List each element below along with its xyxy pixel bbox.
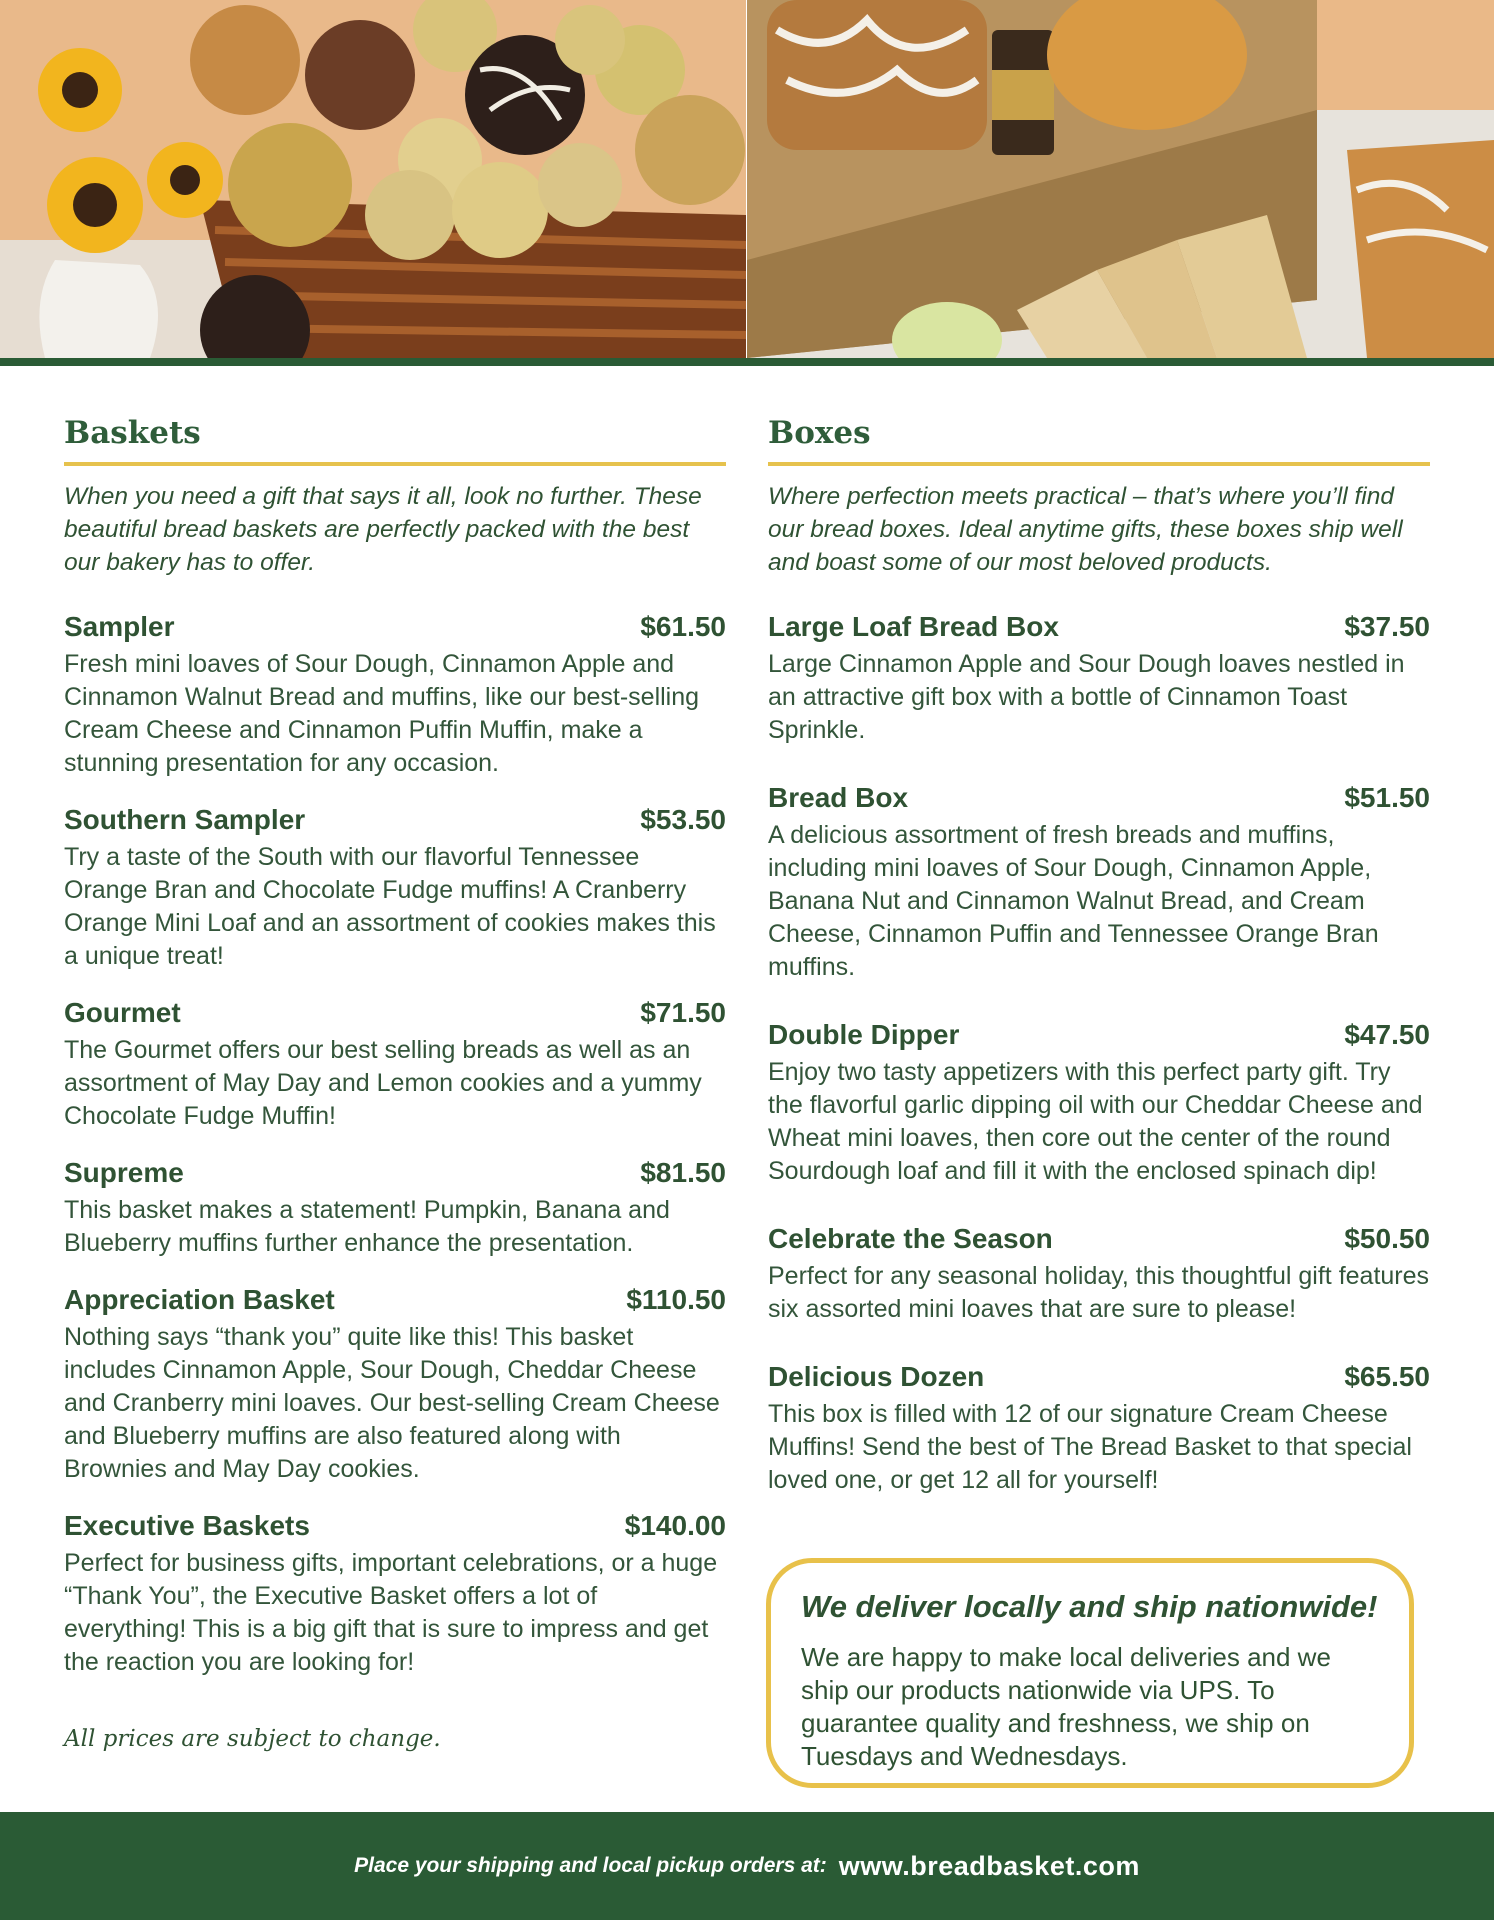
baskets-intro: When you need a gift that says it all, look no further. These beautiful bread baskets are perfectly packed with the best our bakery has to offer. xyxy=(64,483,702,576)
item-description: Large Cinnamon Apple and Sour Dough loaves nestled in an attractive gift box with a bottle of Cinnamon Toast Sprinkle. xyxy=(768,650,1405,744)
item-price: $81.50 xyxy=(640,1157,726,1188)
item-name: Executive Baskets xyxy=(64,1510,310,1541)
item-name: Gourmet xyxy=(64,997,181,1028)
item-description: Fresh mini loaves of Sour Dough, Cinnamon Apple and Cinnamon Walnut Bread and muffins, like our best-selling Cream Cheese and Cinnamon Puffin Muffin, make a stunning presentation for any occasion. xyxy=(64,650,700,777)
item-description: A delicious assortment of fresh breads and muffins, including mini loaves of Sour Dough, Cinnamon Apple, Banana Nut and Cinnamon Walnut Bread, and Cream Cheese, Cinnamon Puffin and Tennessee Orange Bran muffins. xyxy=(768,821,1379,981)
item-price: $51.50 xyxy=(1344,782,1430,813)
item-price: $50.50 xyxy=(1344,1223,1430,1254)
item-description: This box is filled with 12 of our signature Cream Cheese Muffins! Send the best of The Bread Basket to that special loved one, or get 12 all for yourself! xyxy=(768,1400,1412,1494)
item-name: Bread Box xyxy=(768,782,909,813)
item-name: Delicious Dozen xyxy=(768,1361,985,1392)
item-description: This basket makes a statement! Pumpkin, Banana and Blueberry muffins further enhance the presentation. xyxy=(64,1196,670,1257)
item-description: Try a taste of the South with our flavorful Tennessee Orange Bran and Chocolate Fudge muffins! A Cranberry Orange Mini Loaf and an assortment of cookies makes this a unique treat! xyxy=(64,843,716,970)
item-name: Sampler xyxy=(64,611,175,642)
boxes-section xyxy=(768,412,1430,1497)
item-price: $61.50 xyxy=(640,611,726,642)
footer-label: Place your shipping and local pickup orders at: xyxy=(354,1854,827,1877)
callout-title: We deliver locally and ship nationwide! xyxy=(801,1589,1378,1624)
item-name: Appreciation Basket xyxy=(64,1284,335,1315)
item-price: $37.50 xyxy=(1344,611,1430,642)
boxes-title: Boxes xyxy=(768,412,1430,466)
footer-banner xyxy=(0,1812,1494,1920)
basket-item xyxy=(64,607,726,780)
item-name: Double Dipper xyxy=(768,1019,960,1050)
item-name: Large Loaf Bread Box xyxy=(768,611,1059,642)
item-price: $65.50 xyxy=(1344,1361,1430,1392)
basket-item xyxy=(64,1506,726,1679)
item-price: $140.00 xyxy=(624,1510,726,1541)
item-name: Celebrate the Season xyxy=(768,1223,1053,1254)
bread-basket-photo xyxy=(0,0,746,358)
item-description: Nothing says “thank you” quite like this! This basket includes Cinnamon Apple, Sour Dough, Cheddar Cheese and Cranberry mini loaves. Our best-selling Cream Cheese and Blueberry muffins are also featured along with Brownies and May Day cookies. xyxy=(64,1323,720,1483)
delivery-callout xyxy=(766,1558,1414,1788)
box-item xyxy=(768,1357,1430,1497)
item-price: $110.50 xyxy=(626,1284,726,1315)
basket-item xyxy=(64,993,726,1133)
item-price: $47.50 xyxy=(1344,1019,1430,1050)
basket-item xyxy=(64,1153,726,1260)
box-item xyxy=(768,1219,1430,1326)
item-name: Supreme xyxy=(64,1157,184,1188)
box-item xyxy=(768,1015,1430,1188)
baskets-section xyxy=(64,412,726,1679)
item-price: $53.50 xyxy=(640,804,726,835)
item-description: Perfect for business gifts, important celebrations, or a huge “Thank You”, the Executive Basket offers a lot of everything! This is a big gift that is sure to impress and get the reaction you are looking for! xyxy=(64,1549,718,1676)
item-description: The Gourmet offers our best selling breads as well as an assortment of May Day and Lemon cookies and a yummy Chocolate Fudge Muffin! xyxy=(64,1036,702,1130)
hero-banner xyxy=(0,0,1494,358)
box-item xyxy=(768,607,1430,747)
boxes-intro: Where perfection meets practical – that’s where you’ll find our bread boxes. Ideal anytime gifts, these boxes ship well and boast some of our most beloved products. xyxy=(768,483,1403,576)
basket-item xyxy=(64,800,726,973)
callout-body: We are happy to make local deliveries and we ship our products nationwide via UPS. To guarantee quality and freshness, we ship on Tuesdays and Wednesdays. xyxy=(801,1642,1331,1771)
item-description: Enjoy two tasty appetizers with this perfect party gift. Try the flavorful garlic dipping oil with our Cheddar Cheese and Wheat mini loaves, then core out the center of the round Sourdough loaf and fill it with the enclosed spinach dip! xyxy=(768,1058,1423,1185)
item-name: Southern Sampler xyxy=(64,804,306,835)
box-item xyxy=(768,778,1430,984)
basket-item xyxy=(64,1280,726,1486)
item-description: Perfect for any seasonal holiday, this thoughtful gift features six assorted mini loaves that are sure to please! xyxy=(768,1262,1430,1323)
hero-divider xyxy=(0,358,1494,366)
website-link[interactable]: www.breadbasket.com xyxy=(838,1850,1140,1881)
baskets-title: Baskets xyxy=(64,412,726,466)
item-price: $71.50 xyxy=(640,997,726,1028)
price-disclaimer: All prices are subject to change. xyxy=(64,1726,441,1752)
bread-box-photo xyxy=(747,0,1494,358)
